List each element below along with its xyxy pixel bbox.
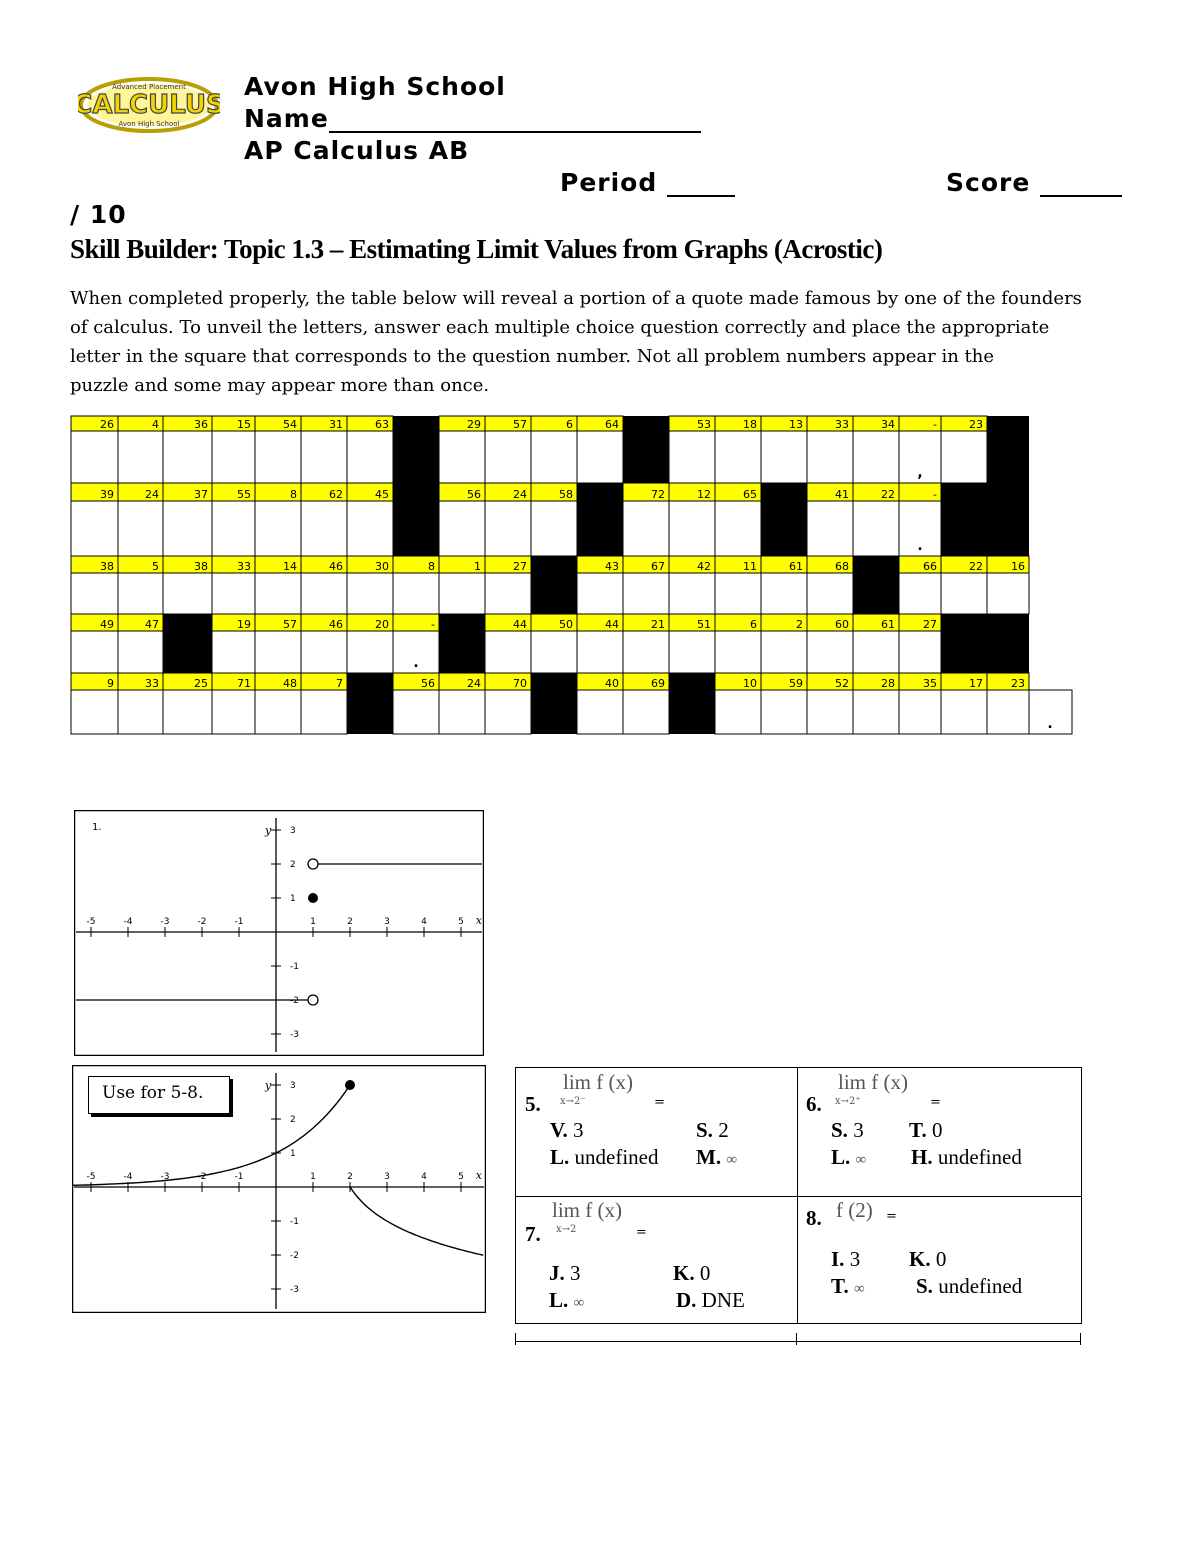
clue-number: -: [933, 488, 937, 501]
clue-number: 10: [743, 677, 757, 690]
answer-cell[interactable]: [715, 631, 761, 673]
answer-cell[interactable]: [669, 631, 715, 673]
clue-number: 33: [835, 418, 849, 431]
answer-cell[interactable]: [393, 573, 439, 614]
question-5-expression: lim f (x): [563, 1070, 633, 1094]
y-tick-label: 3: [290, 826, 296, 836]
graph-2-label: Use for 5-8.: [102, 1083, 204, 1103]
answer-cell[interactable]: [347, 631, 393, 673]
answer-cell[interactable]: [485, 690, 531, 734]
y-tick-label: -3: [290, 1285, 299, 1295]
svg-text:Avon High School: Avon High School: [118, 120, 180, 128]
clue-number: 9: [107, 677, 114, 690]
clue-number: 41: [835, 488, 849, 501]
graph-frame: [75, 811, 484, 1056]
clue-number: 24: [145, 488, 159, 501]
answer-cell[interactable]: [301, 690, 347, 734]
answer-cell[interactable]: [853, 631, 899, 673]
answer-cell[interactable]: [212, 631, 255, 673]
blocked-cell: [987, 614, 1029, 673]
question-6-number: 6.: [806, 1092, 822, 1116]
choice-6-H[interactable]: H. undefined: [911, 1145, 1022, 1169]
y-tick-label: -1: [290, 1217, 299, 1227]
clue-number: 29: [467, 418, 481, 431]
score-total: / 10: [70, 200, 127, 229]
clue-number: 6: [566, 418, 573, 431]
answer-cell[interactable]: [255, 501, 301, 556]
punctuation-mark: ,: [917, 465, 923, 481]
answer-cell[interactable]: [899, 573, 941, 614]
clue-number: 61: [789, 560, 803, 573]
x-tick-label: 5: [458, 917, 464, 927]
answer-cell[interactable]: [899, 631, 941, 673]
y-tick-label: -2: [290, 1251, 299, 1261]
clue-number: 30: [375, 560, 389, 573]
answer-cell[interactable]: [761, 573, 807, 614]
answer-cell[interactable]: [255, 690, 301, 734]
punctuation-mark: .: [917, 538, 923, 554]
instructions-line: letter in the square that corresponds to the question number. Not all problem numbers appear in the: [70, 346, 995, 367]
period-field[interactable]: Period: [560, 168, 735, 197]
x-tick-label: -2: [197, 917, 207, 927]
clue-number: 18: [743, 418, 757, 431]
equals-sign: =: [886, 1209, 897, 1224]
clue-number: 50: [559, 618, 573, 631]
punctuation-mark: .: [413, 655, 419, 671]
answer-cell[interactable]: [212, 431, 255, 483]
clue-number: 44: [513, 618, 527, 631]
clue-number: 15: [237, 418, 251, 431]
clue-number: 2: [796, 618, 803, 631]
answer-cell[interactable]: [439, 431, 485, 483]
question-6-subscript: x→2⁺: [835, 1096, 861, 1107]
question-6-expression: lim f (x): [838, 1070, 908, 1094]
x-tick-label: -1: [234, 917, 244, 927]
x-tick-label: -2: [197, 1172, 207, 1182]
y-tick-label: 3: [290, 1081, 296, 1091]
clue-number: 8: [290, 488, 297, 501]
clue-number: 57: [513, 418, 527, 431]
y-tick-label: 1: [290, 1149, 296, 1159]
x-tick-label: -4: [123, 917, 133, 927]
punctuation-mark: .: [1047, 716, 1053, 732]
answer-cell[interactable]: [987, 573, 1029, 614]
clue-number: 13: [789, 418, 803, 431]
answer-cell[interactable]: [71, 690, 118, 734]
x-tick-label: 2: [347, 1172, 353, 1182]
clue-number: -: [933, 418, 937, 431]
answer-cell[interactable]: [439, 690, 485, 734]
clue-number: 47: [145, 618, 159, 631]
clue-number: 12: [697, 488, 711, 501]
answer-cell[interactable]: [623, 501, 669, 556]
clue-number: 23: [969, 418, 983, 431]
clue-number: -: [431, 618, 435, 631]
clue-number: 22: [969, 560, 983, 573]
blocked-cell: [853, 556, 899, 614]
clue-number: 24: [467, 677, 481, 690]
blocked-cell: [761, 483, 807, 556]
blocked-cell: [393, 483, 439, 556]
closed-point: [345, 1080, 355, 1090]
answer-cell[interactable]: [669, 573, 715, 614]
x-axis-label: x: [475, 1169, 483, 1182]
x-tick-label: 1: [310, 917, 316, 927]
answer-cell[interactable]: [71, 631, 118, 673]
clue-number: 16: [1011, 560, 1025, 573]
clue-number: 14: [283, 560, 297, 573]
blocked-cell: [623, 416, 669, 483]
clue-number: 38: [100, 560, 114, 573]
answer-cell[interactable]: [577, 573, 623, 614]
answer-cell[interactable]: [577, 431, 623, 483]
answer-cell[interactable]: [212, 690, 255, 734]
answer-cell[interactable]: [118, 501, 163, 556]
choice-7-D[interactable]: D. DNE: [676, 1288, 745, 1312]
clue-number: 37: [194, 488, 208, 501]
clue-number: 8: [428, 560, 435, 573]
blocked-cell: [347, 673, 393, 734]
answer-cell[interactable]: [853, 501, 899, 556]
answer-cell[interactable]: [987, 690, 1029, 734]
clue-number: 65: [743, 488, 757, 501]
answer-cell[interactable]: [71, 431, 118, 483]
answer-cell[interactable]: [71, 501, 118, 556]
answer-cell[interactable]: [807, 631, 853, 673]
y-axis-label: y: [265, 1079, 272, 1092]
answer-cell[interactable]: [899, 690, 941, 734]
x-tick-label: 2: [347, 917, 353, 927]
clue-number: 25: [194, 677, 208, 690]
answer-cell[interactable]: [485, 431, 531, 483]
clue-number: 23: [1011, 677, 1025, 690]
clue-number: 58: [559, 488, 573, 501]
choice-6-T[interactable]: T. 0: [909, 1118, 943, 1142]
clue-number: 22: [881, 488, 895, 501]
clue-number: 11: [743, 560, 757, 573]
choice-8-I[interactable]: I. 3: [831, 1247, 861, 1271]
clue-number: 6: [750, 618, 757, 631]
x-tick-label: -3: [160, 917, 170, 927]
y-tick-label: 1: [290, 894, 296, 904]
clue-number: 45: [375, 488, 389, 501]
clue-number: 46: [329, 560, 343, 573]
answer-cell[interactable]: [485, 631, 531, 673]
instructions-line: puzzle and some may appear more than once.: [70, 375, 490, 396]
answer-cell[interactable]: [347, 573, 393, 614]
answer-cell[interactable]: [715, 501, 761, 556]
answer-cell[interactable]: [761, 690, 807, 734]
clue-number: 61: [881, 618, 895, 631]
equals-sign: =: [636, 1225, 647, 1240]
x-tick-label: 3: [384, 1172, 390, 1182]
clue-number: 57: [283, 618, 297, 631]
answer-cell[interactable]: [715, 431, 761, 483]
clue-number: 48: [283, 677, 297, 690]
choice-7-K[interactable]: K. 0: [673, 1261, 711, 1285]
acrostic-puzzle: [0, 0, 1200, 760]
x-tick-label: 4: [421, 917, 427, 927]
clue-number: 42: [697, 560, 711, 573]
question-7-number: 7.: [525, 1222, 541, 1246]
answer-cell[interactable]: [485, 501, 531, 556]
graph-1-label: 1.: [92, 822, 102, 833]
clue-number: 56: [467, 488, 481, 501]
x-tick-label: 1: [310, 1172, 316, 1182]
svg-text:CALCULUS: CALCULUS: [78, 90, 220, 120]
blocked-cell: [941, 614, 987, 673]
y-tick-label: -3: [290, 1030, 299, 1040]
answer-cell[interactable]: [485, 573, 531, 614]
clue-number: 59: [789, 677, 803, 690]
answer-cell[interactable]: [941, 431, 987, 483]
answer-cell[interactable]: [669, 501, 715, 556]
clue-number: 34: [881, 418, 895, 431]
answer-cell[interactable]: [163, 690, 212, 734]
clue-number: 51: [697, 618, 711, 631]
clue-number: 63: [375, 418, 389, 431]
question-8-expression: f (2): [836, 1198, 873, 1222]
choice-6-S[interactable]: S. 3: [831, 1118, 864, 1142]
x-axis-label: x: [475, 914, 483, 927]
clue-number: 64: [605, 418, 619, 431]
clue-number: 24: [513, 488, 527, 501]
clue-number: 53: [697, 418, 711, 431]
clue-number: 70: [513, 677, 527, 690]
answer-cell[interactable]: [118, 631, 163, 673]
clue-number: 40: [605, 677, 619, 690]
choice-7-J[interactable]: J. 3: [549, 1261, 581, 1285]
choice-8-T[interactable]: T. ∞: [831, 1274, 865, 1298]
clue-number: 17: [969, 677, 983, 690]
x-tick-label: 3: [384, 917, 390, 927]
y-tick-label: 2: [290, 1115, 296, 1125]
clue-number: 55: [237, 488, 251, 501]
school-name: Avon High School: [244, 72, 506, 101]
answer-cell[interactable]: [761, 431, 807, 483]
x-tick-label: -5: [86, 917, 96, 927]
y-tick-label: -2: [290, 996, 299, 1006]
open-point: [308, 859, 318, 869]
clue-number: 20: [375, 618, 389, 631]
y-tick-label: -1: [290, 962, 299, 972]
choice-5-S[interactable]: S. 2: [696, 1118, 729, 1142]
answer-cell[interactable]: [807, 573, 853, 614]
answer-cell[interactable]: [669, 431, 715, 483]
blocked-cell: [577, 483, 623, 556]
y-axis-label: y: [265, 824, 272, 837]
x-tick-label: -1: [234, 1172, 244, 1182]
answer-cell[interactable]: [623, 573, 669, 614]
answer-cell[interactable]: [439, 501, 485, 556]
answer-cell[interactable]: [853, 690, 899, 734]
clue-number: 19: [237, 618, 251, 631]
x-tick-label: 5: [458, 1172, 464, 1182]
equals-sign: =: [654, 1095, 665, 1110]
blocked-cell: [987, 416, 1029, 483]
clue-number: 21: [651, 618, 665, 631]
blocked-cell: [439, 614, 485, 673]
choice-6-L[interactable]: L. ∞: [831, 1145, 867, 1169]
clue-number: 26: [100, 418, 114, 431]
clue-number: 56: [421, 677, 435, 690]
clue-number: 62: [329, 488, 343, 501]
equals-sign: =: [930, 1095, 941, 1110]
answer-cell[interactable]: [301, 431, 347, 483]
clue-number: 67: [651, 560, 665, 573]
clue-number: 44: [605, 618, 619, 631]
answer-cell[interactable]: [941, 690, 987, 734]
clue-number: 33: [145, 677, 159, 690]
choice-5-L[interactable]: L. undefined: [550, 1145, 659, 1169]
clue-number: 71: [237, 677, 251, 690]
blocked-cell: [669, 673, 715, 734]
clue-number: 27: [923, 618, 937, 631]
name-field[interactable]: Name: [244, 104, 701, 133]
answer-cell[interactable]: [212, 573, 255, 614]
blocked-cell: [163, 614, 212, 673]
x-tick-label: -4: [123, 1172, 133, 1182]
score-field[interactable]: Score: [946, 168, 1122, 197]
clue-number: 66: [923, 560, 937, 573]
svg-text:Advanced Placement: Advanced Placement: [112, 83, 186, 91]
question-5-subscript: x→2⁻: [560, 1096, 586, 1107]
blocked-cell: [393, 416, 439, 483]
answer-cell[interactable]: [163, 573, 212, 614]
answer-cell[interactable]: [255, 573, 301, 614]
answer-cell[interactable]: [807, 431, 853, 483]
graph-1: [74, 810, 484, 1056]
answer-cell[interactable]: [439, 573, 485, 614]
answer-cell[interactable]: [301, 573, 347, 614]
instructions-line: of calculus. To unveil the letters, answer each multiple choice question correctly and place the appropriate: [70, 317, 1050, 338]
clue-number: 49: [100, 618, 114, 631]
answer-cell[interactable]: [347, 431, 393, 483]
clue-number: 31: [329, 418, 343, 431]
answer-cell[interactable]: [531, 431, 577, 483]
clue-number: 52: [835, 677, 849, 690]
answer-cell[interactable]: [941, 573, 987, 614]
clue-number: 43: [605, 560, 619, 573]
clue-number: 72: [651, 488, 665, 501]
question-5-number: 5.: [525, 1092, 541, 1116]
question-8-number: 8.: [806, 1206, 822, 1230]
answer-cell[interactable]: [71, 573, 118, 614]
choice-5-M[interactable]: M. ∞: [696, 1145, 738, 1169]
y-tick-label: 2: [290, 860, 296, 870]
answer-cell[interactable]: [212, 501, 255, 556]
clue-number: 5: [152, 560, 159, 573]
answer-cell[interactable]: [301, 501, 347, 556]
answer-cell[interactable]: [393, 690, 439, 734]
clue-number: 35: [923, 677, 937, 690]
clue-number: 38: [194, 560, 208, 573]
instructions-line: When completed properly, the table below will reveal a portion of a quote made famous by one of the founders: [70, 288, 1082, 309]
answer-cell[interactable]: [761, 631, 807, 673]
answer-cell[interactable]: [163, 501, 212, 556]
answer-cell[interactable]: [531, 501, 577, 556]
clue-number: 69: [651, 677, 665, 690]
answer-cell[interactable]: [715, 690, 761, 734]
choice-8-K[interactable]: K. 0: [909, 1247, 947, 1271]
clue-number: 33: [237, 560, 251, 573]
answer-cell[interactable]: [807, 690, 853, 734]
choice-8-S[interactable]: S. undefined: [916, 1274, 1023, 1298]
answer-cell[interactable]: [623, 690, 669, 734]
blocked-cell: [531, 556, 577, 614]
answer-cell[interactable]: [347, 501, 393, 556]
answer-cell[interactable]: [577, 690, 623, 734]
clue-number: 28: [881, 677, 895, 690]
blocked-cell: [941, 483, 987, 556]
x-tick-label: 4: [421, 1172, 427, 1182]
clue-number: 4: [152, 418, 159, 431]
question-7-subscript: x→2: [556, 1224, 577, 1235]
x-tick-label: -3: [160, 1172, 170, 1182]
question-7-expression: lim f (x): [552, 1198, 622, 1222]
answer-cell[interactable]: [577, 631, 623, 673]
course-name: AP Calculus AB: [244, 136, 470, 165]
answer-cell[interactable]: [531, 631, 577, 673]
clue-number: 68: [835, 560, 849, 573]
closed-point: [308, 893, 318, 903]
answer-cell[interactable]: [255, 631, 301, 673]
clue-number: 54: [283, 418, 297, 431]
x-tick-label: -5: [86, 1172, 96, 1182]
answer-cell[interactable]: [163, 431, 212, 483]
answer-cell[interactable]: [853, 431, 899, 483]
answer-cell[interactable]: [715, 573, 761, 614]
answer-cell[interactable]: [255, 431, 301, 483]
answer-cell[interactable]: [118, 690, 163, 734]
clue-number: 39: [100, 488, 114, 501]
open-point: [308, 995, 318, 1005]
answer-cell[interactable]: [301, 631, 347, 673]
answer-cell[interactable]: [623, 631, 669, 673]
answer-cell[interactable]: [118, 431, 163, 483]
blocked-cell: [987, 483, 1029, 556]
clue-number: 1: [474, 560, 481, 573]
page-title: Skill Builder: Topic 1.3 – Estimating Limit Values from Graphs (Acrostic): [70, 234, 883, 264]
blocked-cell: [531, 673, 577, 734]
choice-7-L[interactable]: L. ∞: [549, 1288, 585, 1312]
choice-5-V[interactable]: V. 3: [550, 1118, 584, 1142]
answer-cell[interactable]: [118, 573, 163, 614]
clue-number: 7: [336, 677, 343, 690]
clue-number: 60: [835, 618, 849, 631]
answer-cell[interactable]: [807, 501, 853, 556]
clue-number: 27: [513, 560, 527, 573]
clue-number: 36: [194, 418, 208, 431]
clue-number: 46: [329, 618, 343, 631]
